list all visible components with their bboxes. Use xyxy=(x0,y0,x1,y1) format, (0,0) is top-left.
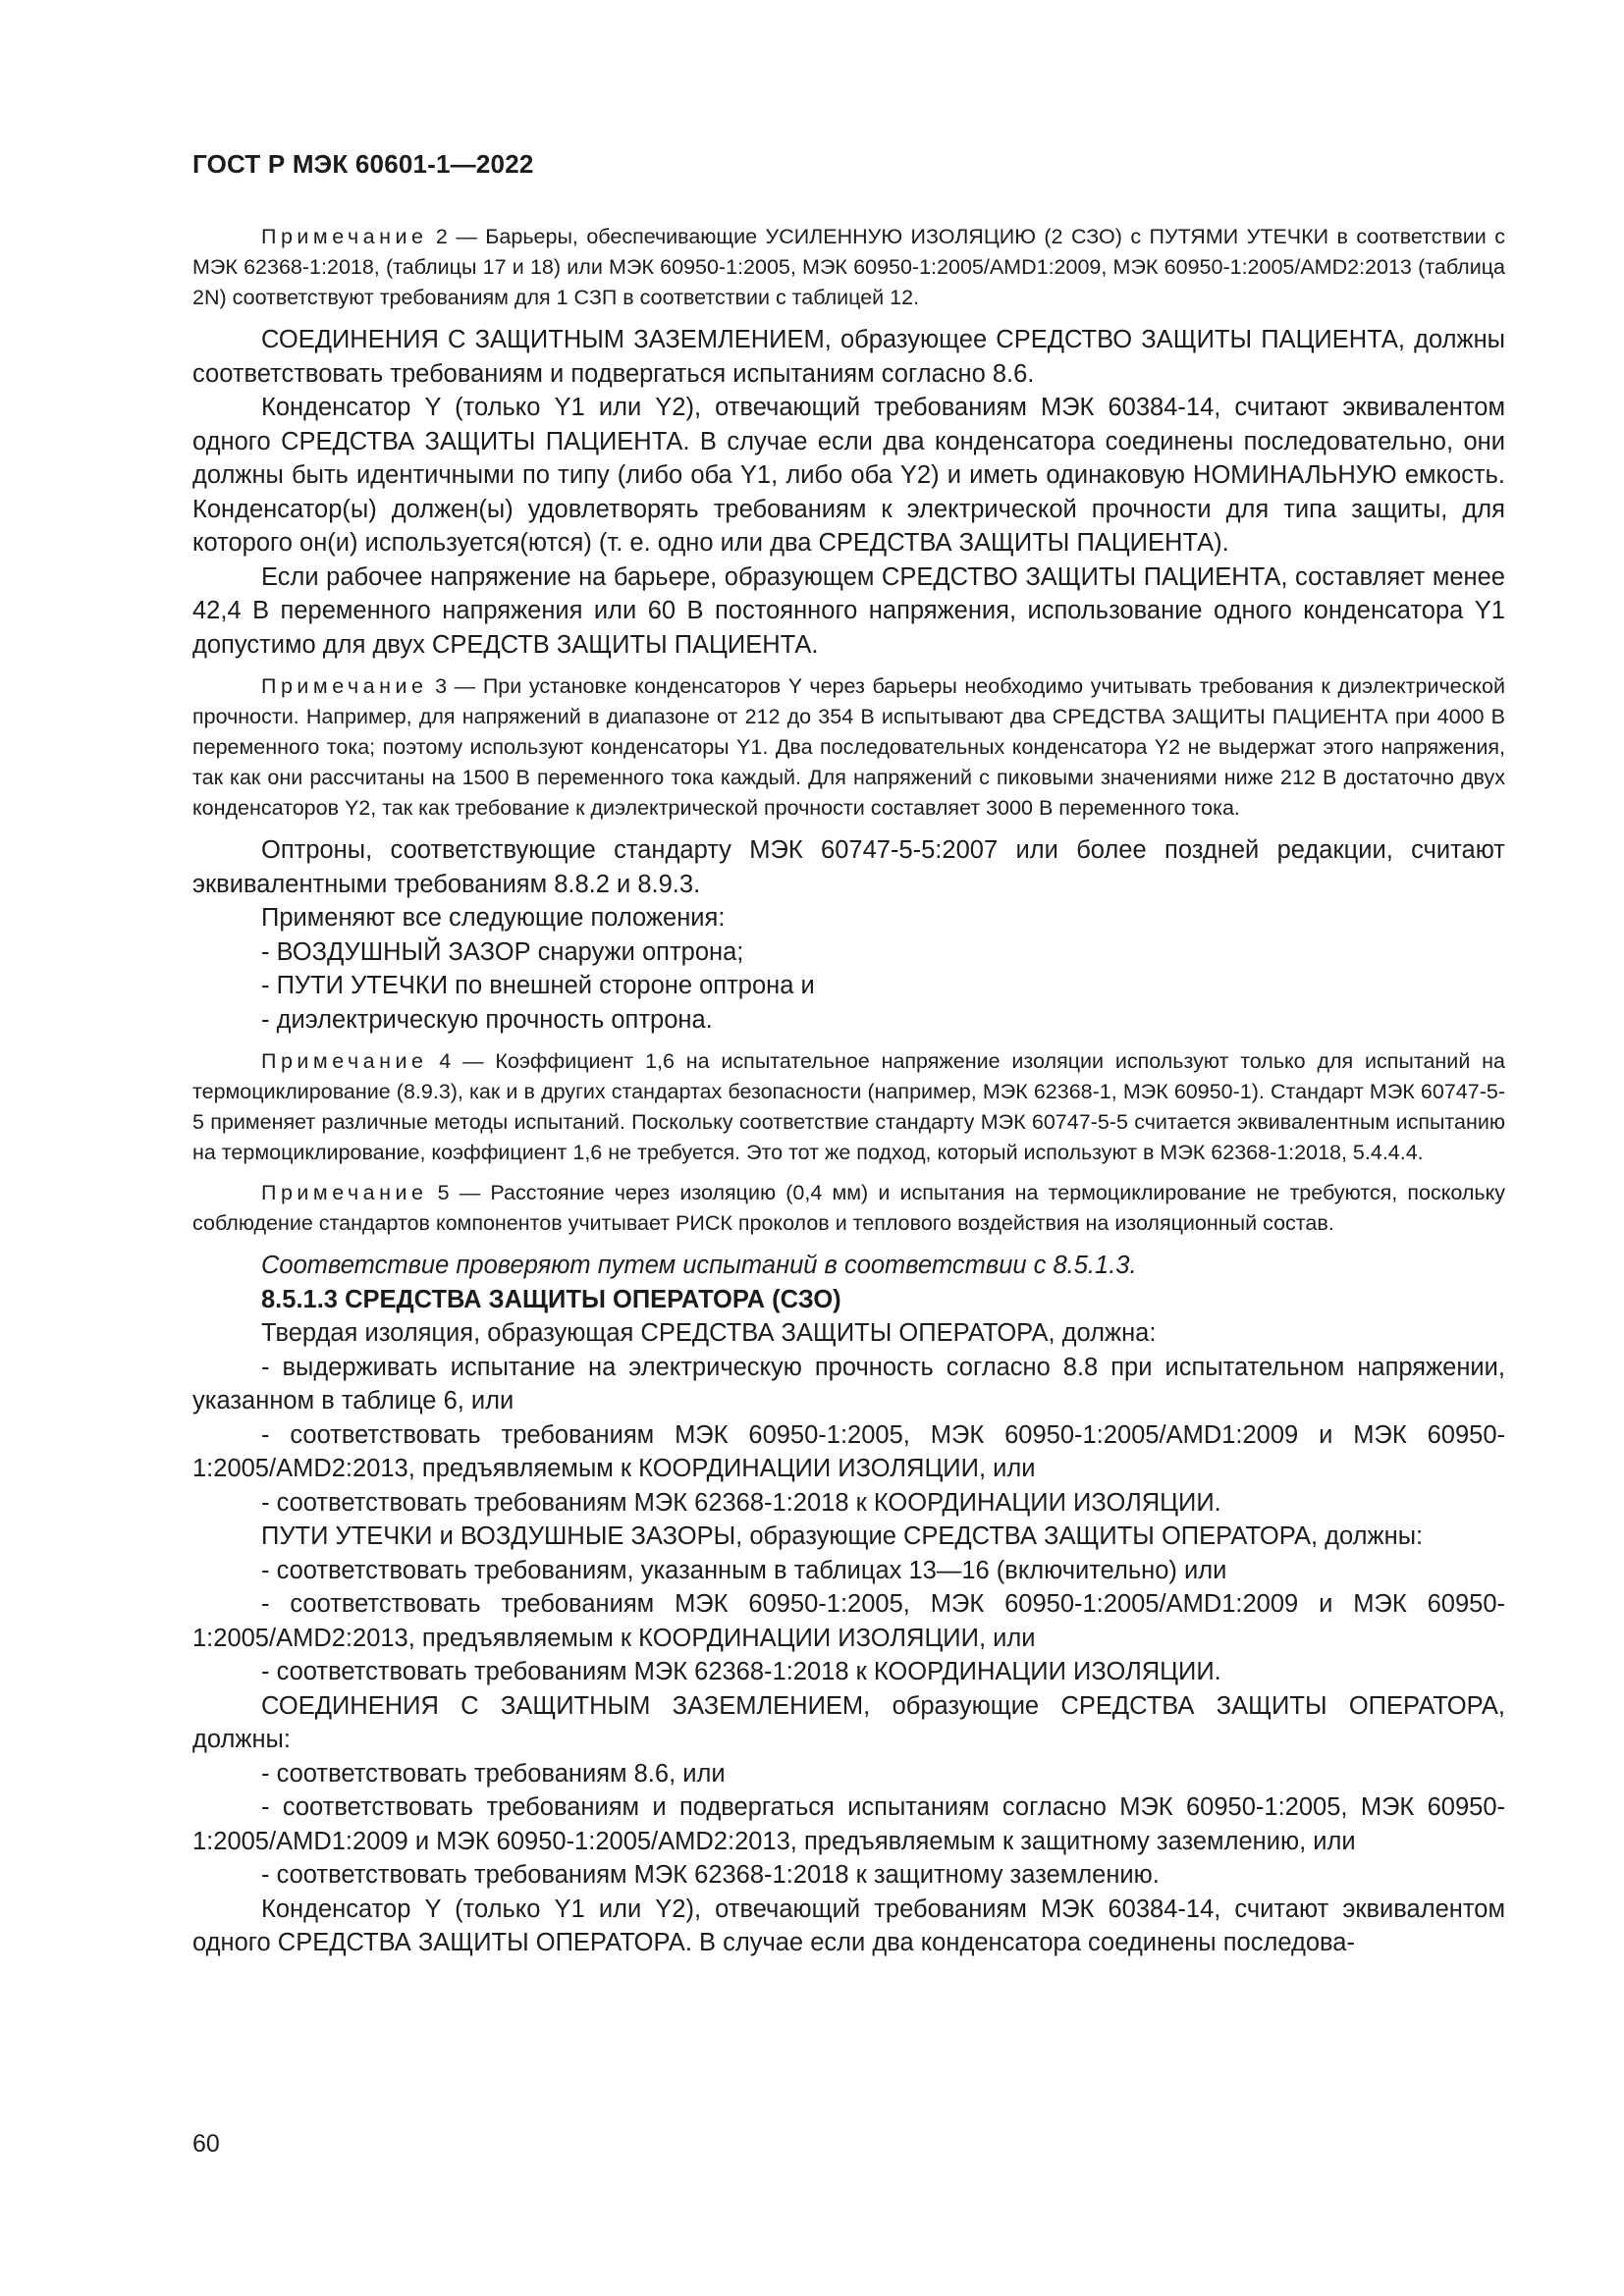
note-5 xyxy=(192,1178,1505,1239)
paragraph: СОЕДИНЕНИЯ С ЗАЩИТНЫМ ЗАЗЕМЛЕНИЕМ, образующие СРЕДСТВА ЗАЩИТЫ ОПЕРАТОРА, должны: xyxy=(192,1691,1505,1753)
list-item: - ВОЗДУШНЫЙ ЗАЗОР снаружи оптрона; xyxy=(261,937,744,966)
note-label: Примечание xyxy=(261,674,428,698)
note-label: Примечание xyxy=(261,1181,428,1204)
document-header: ГОСТ Р МЭК 60601-1—2022 xyxy=(192,149,534,179)
list-item: - соответствовать требованиям, указанным в таблицах 13—16 (включительно) или xyxy=(261,1556,1227,1584)
paragraph: Конденсатор Y (только Y1 или Y2), отвечающий требованиям МЭК 60384-14, считают эквивалентом одного СРЕДСТВА ЗАЩИТЫ ПАЦИЕНТА. В случае если два конденсатора соединены последовательно, они должны быть идентичными по типу (либо оба Y1, либо оба Y2) и иметь одинаковую НОМИНАЛЬНУЮ емкость. Конденсатор(ы) должен(ы) удовлетворять требованиям к электрической прочности для типа защиты, для которого он(и) используется(ются) (т. е. одно или два СРЕДСТВА ЗАЩИТЫ ПАЦИЕНТА). xyxy=(192,394,1505,557)
paragraph: Конденсатор Y (только Y1 или Y2), отвечающий требованиям МЭК 60384-14, считают эквивалентом одного СРЕДСТВА ЗАЩИТЫ ОПЕРАТОРА. В случае если два конденсатора соединены последова- xyxy=(192,1895,1505,1956)
list-item: - соответствовать требованиям МЭК 62368-1:2018 к КООРДИНАЦИИ ИЗОЛЯЦИИ. xyxy=(261,1488,1221,1517)
note-2 xyxy=(192,222,1505,313)
list-item: - соответствовать требованиям МЭК 62368-1:2018 к защитному заземлению. xyxy=(261,1861,1160,1889)
list-item: - выдерживать испытание на электрическую прочность согласно 8.8 при испытательном напряжении, указанном в таблице 6, или xyxy=(192,1353,1505,1415)
note-text: 2 — Барьеры, обеспечивающие УСИЛЕННУЮ ИЗОЛЯЦИЮ (2 СЗО) с ПУТЯМИ УТЕЧКИ в соответствии с МЭК 62368-1:2018, (таблицы 17 и 18) или МЭК 60950-1:2005, МЭК 60950-1:2005/AMD1:2009, МЭК 60950-1:2005/AMD2:2013 (таблица 2N) соответствуют требованиям для 1 СЗП в соответствии с таблицей 12. xyxy=(192,225,1505,309)
list-item: - соответствовать требованиям 8.6, или xyxy=(261,1759,726,1788)
note-3 xyxy=(192,671,1505,824)
list-item: - соответствовать требованиям МЭК 60950-1:2005, МЭК 60950-1:2005/AMD1:2009 и МЭК 60950-1:2005/AMD2:2013, предъявляемым к КООРДИНАЦИИ ИЗОЛЯЦИИ, или xyxy=(192,1420,1505,1482)
list-item: - соответствовать требованиям и подвергаться испытаниям согласно МЭК 60950-1:2005, МЭК 60950-1:2005/AMD1:2009 и МЭК 60950-1:2005/AMD2:2013, предъявляемым к защитному заземлению, или xyxy=(192,1793,1505,1855)
paragraph: Твердая изоляция, образующая СРЕДСТВА ЗАЩИТЫ ОПЕРАТОРА, должна: xyxy=(261,1319,1157,1347)
note-text: 3 — При установке конденсаторов Y через барьеры необходимо учитывать требования к диэлектрической прочности. Например, для напряжений в диапазоне от 212 до 354 В испытывают два СРЕДСТВА ЗАЩИТЫ ПАЦИЕНТА при 4000 В переменного тока; поэтому используют конденсаторы Y1. Два последовательных конденсатора Y2 не выдержат этого напряжения, так как они рассчитаны на 1500 В переменного тока каждый. Для напряжений с пиковыми значениями ниже 212 В достаточно двух конденсаторов Y2, так как требование к диэлектрической прочности составляет 3000 В переменного тока. xyxy=(192,674,1505,820)
section-heading: 8.5.1.3 СРЕДСТВА ЗАЩИТЫ ОПЕРАТОРА (СЗО) xyxy=(261,1285,841,1313)
list-item: - диэлектрическую прочность оптрона. xyxy=(261,1005,713,1034)
note-text: 4 — Коэффициент 1,6 на испытательное напряжение изоляции используют только для испытаний на термоциклирование (8.9.3), как и в других стандартах безопасности (например, МЭК 62368-1, МЭК 60950-1). Стандарт МЭК 60747-5-5 применяет различные методы испытаний. Поскольку соответствие стандарту МЭК 60747-5-5 считается эквивалентным испытанию на термоциклирование, коэффициент 1,6 не требуется. Это тот же подход, который используют в МЭК 62368-1:2018, 5.4.4.4. xyxy=(192,1049,1505,1164)
note-label: Примечание xyxy=(261,225,428,248)
list-item: - соответствовать требованиям МЭК 62368-1:2018 к КООРДИНАЦИИ ИЗОЛЯЦИИ. xyxy=(261,1658,1221,1685)
note-4 xyxy=(192,1046,1505,1168)
paragraph: СОЕДИНЕНИЯ С ЗАЩИТНЫМ ЗАЗЕМЛЕНИЕМ, образующее СРЕДСТВО ЗАЩИТЫ ПАЦИЕНТА, должны соответствовать требованиям и подвергаться испытаниям согласно 8.6. xyxy=(192,326,1505,388)
note-text: 5 — Расстояние через изоляцию (0,4 мм) и испытания на термоциклирование не требуются, поскольку соблюдение стандартов компонентов учитывает РИСК проколов и теплового воздействия на изоляционный состав. xyxy=(192,1181,1505,1235)
list-item: - соответствовать требованиям МЭК 60950-1:2005, МЭК 60950-1:2005/AMD1:2009 и МЭК 60950-1:2005/AMD2:2013, предъявляемым к КООРДИНАЦИИ ИЗОЛЯЦИИ, или xyxy=(192,1590,1505,1652)
paragraph: Если рабочее напряжение на барьере, образующем СРЕДСТВО ЗАЩИТЫ ПАЦИЕНТА, составляет менее 42,4 В переменного напряжения или 60 В постоянного напряжения, использование одного конденсатора Y1 допустимо для двух СРЕДСТВ ЗАЩИТЫ ПАЦИЕНТА. xyxy=(192,562,1505,659)
paragraph: Применяют все следующие положения: xyxy=(261,904,726,932)
paragraph: Оптроны, соответствующие стандарту МЭК 60747-5-5:2007 или более поздней редакции, считают эквивалентными требованиям 8.8.2 и 8.9.3. xyxy=(192,836,1505,898)
list-item: - ПУТИ УТЕЧКИ по внешней стороне оптрона и xyxy=(261,972,815,999)
note-label: Примечание xyxy=(261,1049,428,1073)
page-content xyxy=(192,222,1505,1960)
compliance-statement: Соответствие проверяют путем испытаний в соответствии с 8.5.1.3. xyxy=(261,1252,1137,1279)
page-number: 60 xyxy=(192,2130,220,2158)
paragraph: ПУТИ УТЕЧКИ и ВОЗДУШНЫЕ ЗАЗОРЫ, образующие СРЕДСТВА ЗАЩИТЫ ОПЕРАТОРА, должны: xyxy=(261,1522,1424,1550)
